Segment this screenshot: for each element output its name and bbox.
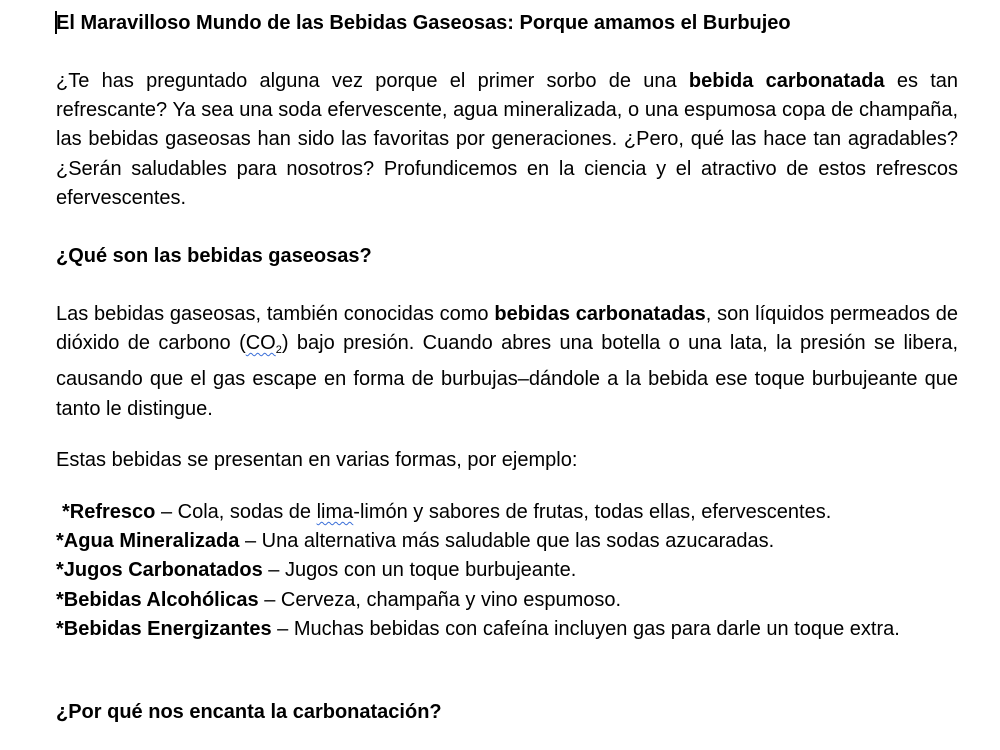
- list-item: [56, 586, 958, 615]
- document-title: El Maravilloso Mundo de las Bebidas Gaseosas: Porque amamos el Burbujeo: [56, 12, 791, 34]
- list-item-text: -limón y sabores de frutas, todas ellas, efervescentes.: [353, 501, 832, 523]
- list-item-text: – Cola, sodas de: [155, 501, 317, 523]
- co2-co: CO: [245, 332, 276, 355]
- drinks-list: [56, 498, 958, 644]
- section-heading-por-que: ¿Por qué nos encanta la carbonatación?: [56, 701, 442, 723]
- list-item-text: – Cerveza, champaña y vino espumoso.: [258, 588, 622, 611]
- list-item-label: *Refresco: [62, 501, 156, 523]
- definition-paragraph: [56, 300, 958, 424]
- list-item-text: – Una alternativa más saludable que las sodas azucaradas.: [239, 530, 775, 553]
- misspelled-word: lima: [316, 501, 354, 523]
- intro-text-2: es tan refrescante? Ya sea una soda efervescente, agua mineralizada, o una espumosa copa de champaña, las bebidas gaseosas han sido las favoritas por generaciones. ¿Pero, qué las hace tan agradables? ¿Serán saludables para nosotros? Profundicemos en la ciencia y el atractivo de estos refrescos efervescentes.: [56, 70, 958, 209]
- list-item-label: *Bebidas Energizantes: [56, 617, 272, 640]
- definition-text-3: ) bajo presión. Cuando abres una botella o una lata, la presión se libera, causando que el gas escape en forma de burbujas–dándole a la bebida ese toque burbujeante que tanto le distingue.: [56, 332, 958, 420]
- list-item-text: – Jugos con un toque burbujeante.: [262, 559, 577, 582]
- list-item-label: *Agua Mineralizada: [56, 530, 240, 553]
- list-item: [56, 498, 958, 527]
- forms-intro: Estas bebidas se presentan en varias formas, por ejemplo:: [56, 449, 578, 471]
- list-item: [56, 615, 958, 644]
- list-item: [56, 527, 958, 556]
- list-item-text: – Muchas bebidas con cafeína incluyen gas para darle un toque extra.: [271, 617, 900, 640]
- co2-subscript: 2: [275, 344, 282, 357]
- list-item-label: *Bebidas Alcohólicas: [56, 588, 259, 611]
- co2-formula: [245, 332, 282, 357]
- list-item: [56, 556, 958, 585]
- intro-text-1: ¿Te has preguntado alguna vez porque el primer sorbo de una: [56, 70, 689, 92]
- intro-bold-term: bebida carbonatada: [688, 70, 885, 92]
- list-item-label: *Jugos Carbonatados: [56, 559, 263, 582]
- definition-bold-term: bebidas carbonatadas: [494, 303, 706, 325]
- intro-paragraph: [56, 67, 958, 213]
- section-heading-que-son: ¿Qué son las bebidas gaseosas?: [56, 245, 372, 267]
- definition-text-2: , son líquidos permeados de dióxido de carbono (: [56, 303, 958, 355]
- definition-text-1: Las bebidas gaseosas, también conocidas como: [56, 303, 495, 325]
